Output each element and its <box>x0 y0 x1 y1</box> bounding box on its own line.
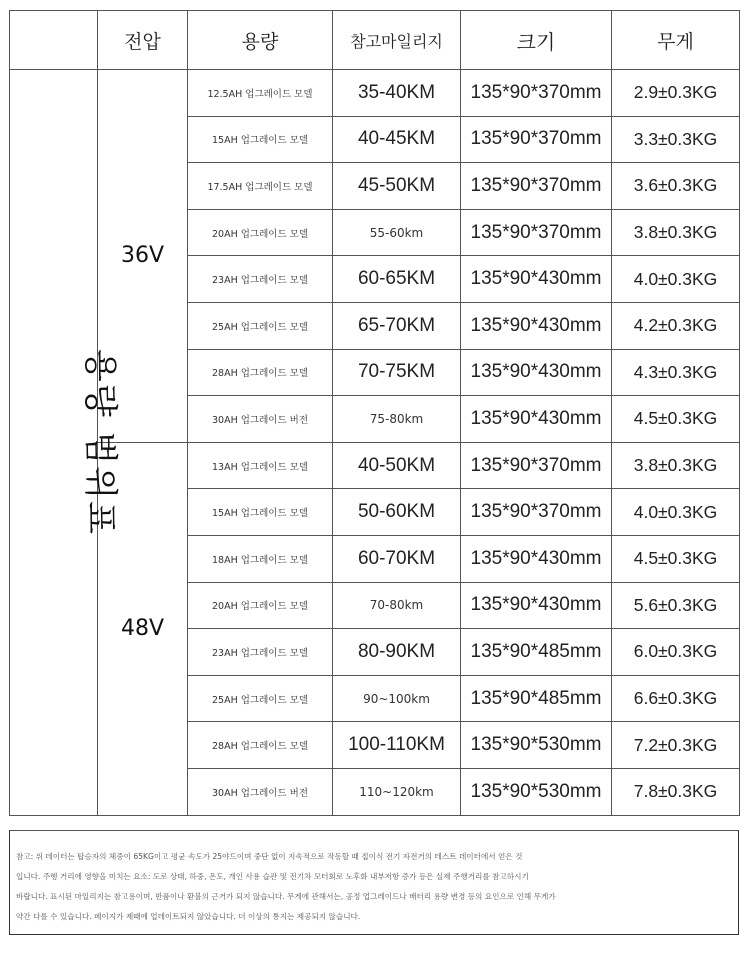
size-cell: 135*90*370mm <box>461 116 612 163</box>
capacity-model-cell: 23AH 업그레이드 모델 <box>188 256 333 303</box>
mileage-cell: 60-70KM <box>333 535 461 582</box>
capacity-model-cell: 30AH 업그레이드 버전 <box>188 396 333 443</box>
capacity-model-cell: 30AH 업그레이드 버전 <box>188 768 333 815</box>
weight-cell: 4.0±0.3KG <box>612 256 740 303</box>
capacity-model-cell: 12.5AH 업그레이드 모델 <box>188 70 333 117</box>
size-cell: 135*90*430mm <box>461 302 612 349</box>
capacity-model-cell: 25AH 업그레이드 모델 <box>188 675 333 722</box>
capacity-model-cell: 28AH 업그레이드 모델 <box>188 722 333 769</box>
weight-cell: 4.0±0.3KG <box>612 489 740 536</box>
size-cell: 135*90*430mm <box>461 582 612 629</box>
side-label-cell <box>10 70 121 816</box>
size-cell: 135*90*430mm <box>461 349 612 396</box>
size-cell: 135*90*370mm <box>461 70 612 117</box>
capacity-model-cell: 18AH 업그레이드 모델 <box>188 535 333 582</box>
size-cell: 135*90*370mm <box>461 489 612 536</box>
mileage-cell: 45-50KM <box>333 163 461 210</box>
capacity-model-cell: 20AH 업그레이드 모델 <box>188 209 333 256</box>
header-row <box>10 11 740 70</box>
mileage-cell: 90~100km <box>333 675 461 722</box>
mileage-cell: 65-70KM <box>333 302 461 349</box>
size-cell: 135*90*430mm <box>461 396 612 443</box>
mileage-cell: 70-75KM <box>333 349 461 396</box>
header-spacer <box>10 11 98 70</box>
capacity-model-cell: 25AH 업그레이드 모델 <box>188 302 333 349</box>
size-cell: 135*90*370mm <box>461 209 612 256</box>
header-weight: 무게 <box>612 11 740 70</box>
weight-cell: 7.2±0.3KG <box>612 722 740 769</box>
header-mileage: 참고마일리지 <box>333 11 461 70</box>
mileage-cell: 110~120km <box>333 768 461 815</box>
mileage-cell: 40-45KM <box>333 116 461 163</box>
weight-cell: 3.3±0.3KG <box>612 116 740 163</box>
header-voltage: 전압 <box>98 11 188 70</box>
weight-cell: 7.8±0.3KG <box>612 768 740 815</box>
capacity-model-cell: 13AH 업그레이드 모델 <box>188 442 333 489</box>
weight-cell: 6.0±0.3KG <box>612 629 740 676</box>
capacity-spec-table <box>9 10 740 816</box>
weight-cell: 5.6±0.3KG <box>612 582 740 629</box>
capacity-model-cell: 23AH 업그레이드 모델 <box>188 629 333 676</box>
mileage-cell: 55-60km <box>333 209 461 256</box>
capacity-model-cell: 15AH 업그레이드 모델 <box>188 116 333 163</box>
weight-cell: 4.5±0.3KG <box>612 535 740 582</box>
mileage-cell: 50-60KM <box>333 489 461 536</box>
header-capacity: 용량 <box>188 11 333 70</box>
weight-cell: 2.9±0.3KG <box>612 70 740 117</box>
size-cell: 135*90*430mm <box>461 535 612 582</box>
weight-cell: 4.5±0.3KG <box>612 396 740 443</box>
size-cell: 135*90*485mm <box>461 629 612 676</box>
mileage-cell: 80-90KM <box>333 629 461 676</box>
side-label: 용량 범위표 <box>80 348 121 536</box>
weight-cell: 3.8±0.3KG <box>612 442 740 489</box>
footnote-line: 참고: 위 데이터는 탑승자의 체중이 65KG이고 평균 속도가 25야드이며 중단 없이 지속적으로 작동할 때 접이식 전기 자전거의 테스트 데이터에서 얻은 것 <box>16 852 523 861</box>
mileage-cell: 100-110KM <box>333 722 461 769</box>
mileage-cell: 75-80km <box>333 396 461 443</box>
mileage-cell: 35-40KM <box>333 70 461 117</box>
size-cell: 135*90*530mm <box>461 722 612 769</box>
size-cell: 135*90*370mm <box>461 163 612 210</box>
capacity-model-cell: 17.5AH 업그레이드 모델 <box>188 163 333 210</box>
footnote <box>9 830 739 935</box>
footnote-line: 바랍니다. 표시된 마일리지는 참고용이며, 반품이나 환불의 근거가 되지 않습니다. 무게에 관해서는, 공정 업그레이드나 배터리 용량 변경 등의 요인으로 인해 무게가 <box>16 892 556 901</box>
footnote-line: 약간 다를 수 있습니다. 페이지가 제때에 업데이트되지 않았습니다. 더 이상의 통지는 제공되지 않습니다. <box>16 912 361 921</box>
capacity-model-cell: 20AH 업그레이드 모델 <box>188 582 333 629</box>
table-body <box>10 70 740 816</box>
capacity-model-cell: 28AH 업그레이드 모델 <box>188 349 333 396</box>
weight-cell: 6.6±0.3KG <box>612 675 740 722</box>
header-size: 크기 <box>461 11 612 70</box>
footnote-line: 입니다. 주행 거리에 영향을 미치는 요소: 도로 상태, 하중, 온도, 개인 사용 습관 및 전기차 모터회로 노후화 내부저항 증가 등은 실제 주행거리를 참고하시기 <box>16 872 529 881</box>
mileage-cell: 60-65KM <box>333 256 461 303</box>
voltage-cell: 48V <box>98 442 188 815</box>
voltage-cell: 36V <box>98 70 188 443</box>
weight-cell: 4.3±0.3KG <box>612 349 740 396</box>
size-cell: 135*90*530mm <box>461 768 612 815</box>
size-cell: 135*90*370mm <box>461 442 612 489</box>
mileage-cell: 40-50KM <box>333 442 461 489</box>
table-row <box>10 70 740 117</box>
weight-cell: 3.6±0.3KG <box>612 163 740 210</box>
weight-cell: 4.2±0.3KG <box>612 302 740 349</box>
size-cell: 135*90*430mm <box>461 256 612 303</box>
mileage-cell: 70-80km <box>333 582 461 629</box>
weight-cell: 3.8±0.3KG <box>612 209 740 256</box>
capacity-model-cell: 15AH 업그레이드 모델 <box>188 489 333 536</box>
size-cell: 135*90*485mm <box>461 675 612 722</box>
